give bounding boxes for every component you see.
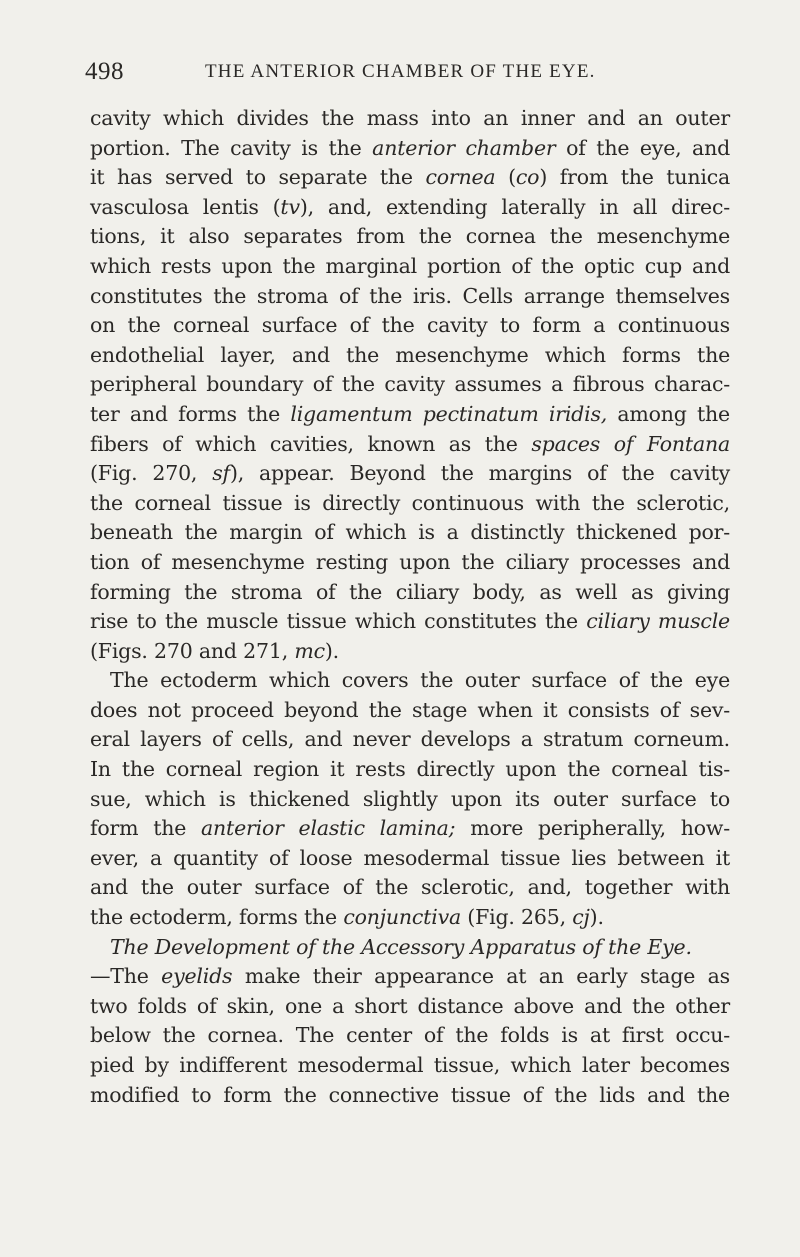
- text-line: tion of mesenchyme resting upon the ciliary processes and: [90, 549, 730, 574]
- text-line: —The eyelids make their appearance at an early stage as: [90, 964, 730, 989]
- text-line: below the cornea. The center of the folds is at first occu-: [90, 1023, 730, 1048]
- text-line: forming the stroma of the ciliary body, as well as giving: [90, 579, 730, 604]
- page-header: [85, 58, 715, 88]
- term-conjunctiva: conjunctiva: [343, 905, 461, 930]
- text-line: sue, which is thickened slightly upon its outer surface to: [90, 786, 730, 811]
- term-ciliary-muscle: ciliary muscle: [586, 609, 730, 634]
- text-line: it has served to separate the cornea (co) from the tunica: [90, 165, 730, 190]
- body-text: [90, 104, 730, 1110]
- text-line: on the corneal surface of the cavity to form a continuous: [90, 313, 730, 338]
- text-line: eral layers of cells, and never develops a stratum corneum.: [90, 727, 730, 752]
- text-line: endothelial layer, and the mesenchyme which forms the: [90, 342, 730, 367]
- text-line: The ectoderm which covers the outer surface of the eye: [110, 668, 730, 693]
- text-line: the corneal tissue is directly continuous with the sclerotic,: [90, 490, 730, 515]
- text-line: (Figs. 270 and 271, mc).: [90, 638, 339, 663]
- text-line: pied by indifferent mesodermal tissue, which later becomes: [90, 1053, 730, 1077]
- section-heading: The Development of the Accessory Apparatus of the Eye.: [110, 934, 692, 959]
- text-line: does not proceed beyond the stage when it consists of sev-: [90, 697, 730, 722]
- text-line: rise to the muscle tissue which constitutes the ciliary muscle: [90, 609, 730, 634]
- text-line: beneath the margin of which is a distinctly thickened por-: [90, 520, 730, 545]
- text-line: fibers of which cavities, known as the spaces of Fontana: [90, 431, 731, 456]
- text-line: vasculosa lentis (tv), and, extending laterally in all direc-: [90, 194, 730, 219]
- term-anterior-elastic-lamina: anterior elastic lamina;: [201, 816, 456, 841]
- label-tv: tv: [280, 194, 300, 219]
- text-line: which rests upon the marginal portion of the optic cup and: [90, 253, 730, 278]
- term-cornea: cornea: [425, 165, 496, 190]
- section-heading-line: [90, 933, 730, 963]
- text-line: In the corneal region it rests directly upon the corneal tis-: [90, 757, 730, 782]
- term-eyelids: eyelids: [161, 964, 233, 989]
- term-anterior-chamber: anterior chamber: [372, 135, 556, 160]
- term-ligamentum-pectinatum: ligamentum pectinatum iridis,: [290, 401, 608, 426]
- text-line: portion. The cavity is the anterior chamber of the eye, and: [90, 135, 731, 160]
- text-line: tions, it also separates from the cornea the mesenchyme: [90, 224, 730, 249]
- term-spaces-of-fontana: spaces of Fontana: [531, 431, 731, 456]
- text-line: the ectoderm, forms the conjunctiva (Fig. 265, cj).: [90, 905, 604, 930]
- text-line: peripheral boundary of the cavity assumes a fibrous charac-: [90, 372, 730, 397]
- text-line: ter and forms the ligamentum pectinatum iridis, among the: [90, 401, 730, 426]
- text-line: cavity which divides the mass into an inner and an outer: [90, 106, 730, 130]
- text-line: ever, a quantity of loose mesodermal tissue lies between it: [90, 845, 730, 870]
- running-title: THE ANTERIOR CHAMBER OF THE EYE.: [205, 61, 596, 82]
- text-line: modified to form the connective tissue of the lids and the: [90, 1082, 730, 1107]
- label-mc: mc: [294, 638, 325, 663]
- text-line: (Fig. 270, sf), appear. Beyond the margins of the cavity: [90, 461, 730, 486]
- label-co: co: [515, 165, 540, 190]
- text-line: constitutes the stroma of the iris. Cells arrange themselves: [90, 283, 730, 308]
- text-line: form the anterior elastic lamina; more peripherally, how-: [90, 816, 730, 841]
- text-line: and the outer surface of the sclerotic, and, together with: [90, 875, 730, 900]
- page-number: 498: [85, 58, 124, 85]
- text-line: two folds of skin, one a short distance above and the other: [90, 993, 730, 1018]
- label-sf: sf: [212, 461, 230, 486]
- label-cj: cj: [572, 905, 590, 930]
